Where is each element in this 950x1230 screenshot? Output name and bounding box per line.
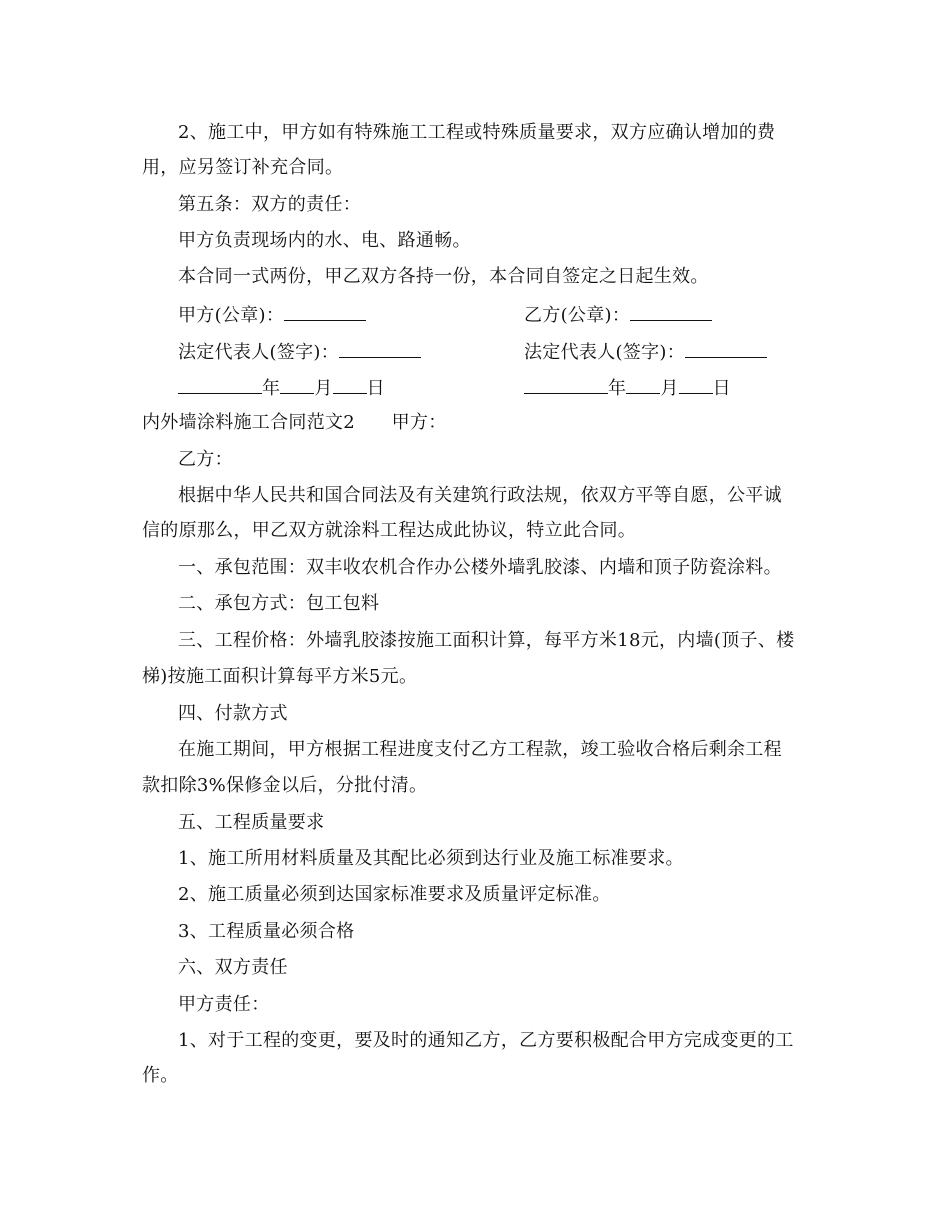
paragraph: 甲方责任： (178, 994, 270, 1015)
paragraph: 本合同一式两份，甲乙双方各持一份，本合同自签定之日起生效。 (178, 266, 709, 287)
year-blank (524, 375, 608, 394)
paragraph: 2、施工质量必须到达国家标准要求及质量评定标准。 (178, 884, 611, 905)
section-heading: 第五条：双方的责任： (178, 194, 361, 215)
party-a-seal-blank (284, 302, 366, 321)
paragraph: 款扣除3%保修金以后，分批付清。 (142, 775, 428, 796)
month-blank (280, 375, 314, 394)
rep-a-blank (339, 339, 421, 358)
date-b-line (524, 375, 731, 401)
day-label: 日 (366, 378, 385, 399)
party-a-seal-label: 甲方(公章)： (178, 305, 285, 326)
paragraph: 1、施工所用材料质量及其配比必须到达行业及施工标准要求。 (178, 848, 684, 869)
section-heading: 四、付款方式 (178, 703, 288, 724)
section-heading: 六、双方责任 (178, 957, 288, 978)
paragraph: 二、承包方式：包工包料 (178, 593, 380, 614)
party-b-seal-blank (630, 302, 712, 321)
paragraph: 甲方负责现场内的水、电、路通畅。 (178, 230, 471, 251)
month-blank (626, 375, 660, 394)
paragraph: 3、工程质量必须合格 (178, 921, 355, 942)
rep-b-label: 法定代表人(签字)： (524, 342, 686, 363)
paragraph: 信的原那么，甲乙双方就涂料工程达成此协议，特立此合同。 (142, 520, 637, 541)
day-blank (679, 375, 713, 394)
paragraph: 作。 (142, 1065, 179, 1086)
paragraph: 根据中华人民共和国合同法及有关建筑行政法规，依双方平等自愿，公平诚 (178, 485, 782, 506)
party-b-seal-label: 乙方(公章)： (524, 305, 631, 326)
date-a-line (178, 375, 385, 401)
rep-b-blank (685, 339, 767, 358)
rep-b-line (524, 339, 767, 365)
month-label: 月 (660, 378, 679, 399)
paragraph: 梯)按施工面积计算每平方米5元。 (142, 666, 418, 687)
year-label: 年 (608, 378, 627, 399)
paragraph: 2、施工中，甲方如有特殊施工工程或特殊质量要求，双方应确认增加的费 (178, 122, 776, 143)
party-b-seal-line (524, 302, 712, 328)
day-blank (333, 375, 367, 394)
paragraph: 乙方： (178, 449, 233, 470)
year-label: 年 (262, 378, 281, 399)
section-heading: 五、工程质量要求 (178, 812, 325, 833)
month-label: 月 (314, 378, 333, 399)
day-label: 日 (712, 378, 731, 399)
year-blank (178, 375, 262, 394)
rep-a-label: 法定代表人(签字)： (178, 342, 340, 363)
paragraph: 1、对于工程的变更，要及时的通知乙方，乙方要积极配合甲方完成变更的工 (178, 1030, 794, 1051)
paragraph: 三、工程价格：外墙乳胶漆按施工面积计算，每平方米18元，内墙(顶子、楼 (178, 630, 795, 651)
paragraph: 一、承包范围：双丰收农机合作办公楼外墙乳胶漆、内墙和顶子防瓷涂料。 (178, 557, 782, 578)
paragraph: 在施工期间，甲方根据工程进度支付乙方工程款，竣工验收合格后剩余工程 (178, 739, 782, 760)
paragraph: 用，应另签订补充合同。 (142, 157, 344, 178)
party-a-seal-line (178, 302, 366, 328)
document-title: 内外墙涂料施工合同范文2 甲方： (142, 412, 447, 433)
rep-a-line (178, 339, 421, 365)
